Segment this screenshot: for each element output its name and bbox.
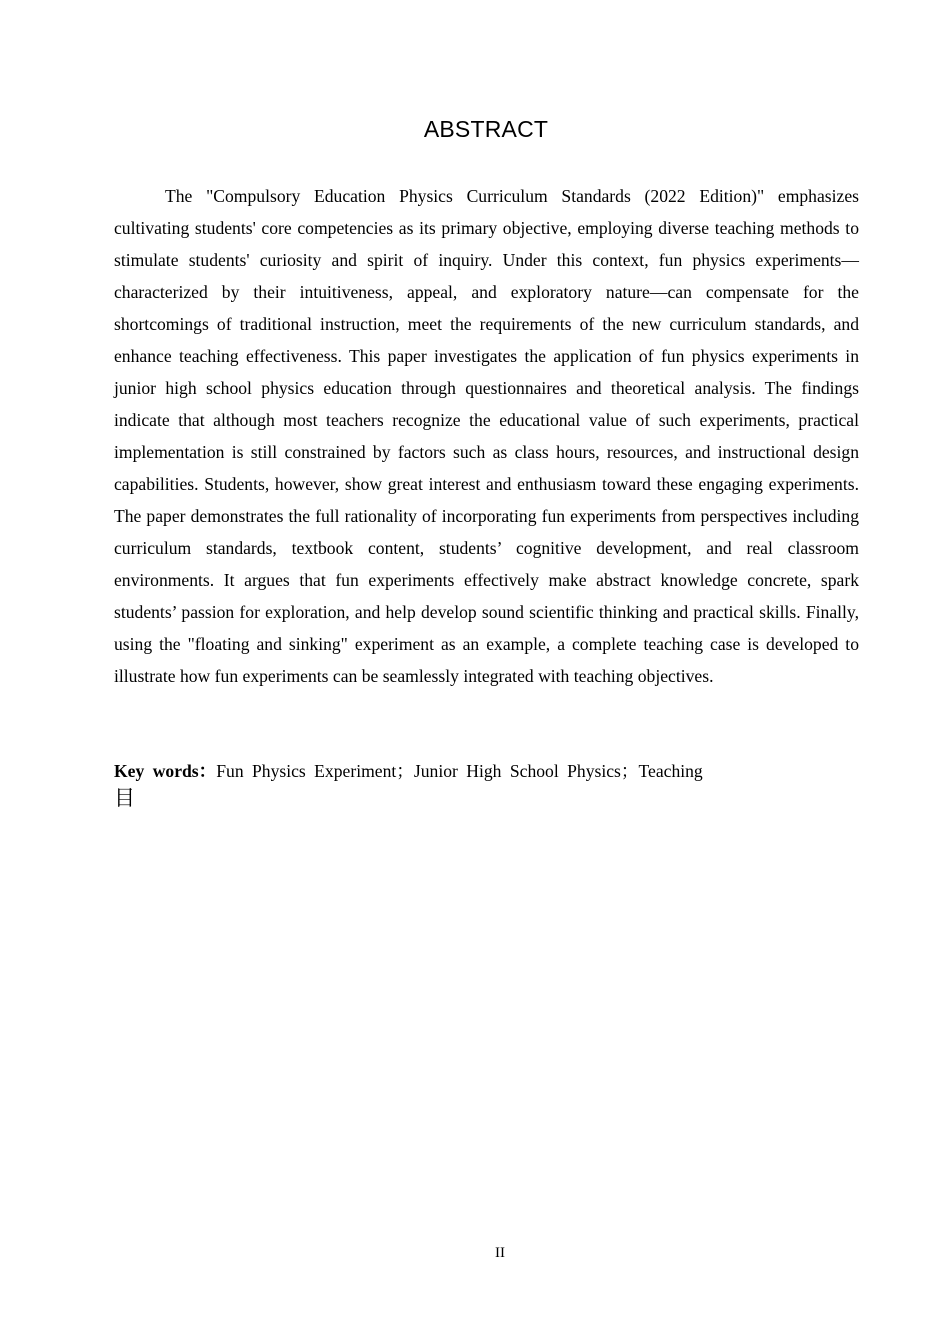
abstract-heading: ABSTRACT — [423, 116, 549, 142]
keyword-separator: ； — [620, 761, 639, 781]
page-number: II — [495, 1245, 505, 1261]
abstract-paragraph: The "Compulsory Education Physics Curriculum Standards (2022 Edition)" emphasizes cultivating students' core competencies as its primary objective, employing diverse teaching methods to stimulate students' curiosity and spirit of inquiry. Under this context, fun physics experiments—characterized by their intuitiveness, appeal, and exploratory nature—can compensate for the shortcomings of traditional instruction, meet the requirements of the new curriculum standards, and enhance teaching effectiveness. This paper investigates the application of fun physics experiments in junior high school physics education through questionnaires and theoretical analysis. The findings indicate that although most teachers recognize the educational value of such experiments, practical implementation is still constrained by factors such as class hours, resources, and instructional design capabilities. Students, however, show great interest and enthusiasm toward these engaging experiments. The paper demonstrates the full rationality of incorporating fun experiments from perspectives including curriculum standards, textbook content, students’ cognitive development, and real classroom environments. It argues that fun experiments effectively make abstract knowledge concrete, spark students’ passion for exploration, and help develop sound scientific thinking and practical skills. Finally, using the "floating and sinking" experiment as an example, a complete teaching case is developed to illustrate how fun experiments can be seamlessly integrated with teaching objectives. — [114, 186, 859, 686]
keywords-line — [114, 755, 859, 787]
toc-heading-fragment: 目 — [114, 786, 135, 810]
keyword-item: Junior High School Physics — [413, 761, 621, 781]
keyword-separator: ； — [396, 761, 414, 781]
keyword-item: Teaching — [638, 761, 703, 781]
keywords-label: Key words： — [114, 761, 217, 781]
keyword-item: Fun Physics Experiment — [216, 761, 397, 781]
